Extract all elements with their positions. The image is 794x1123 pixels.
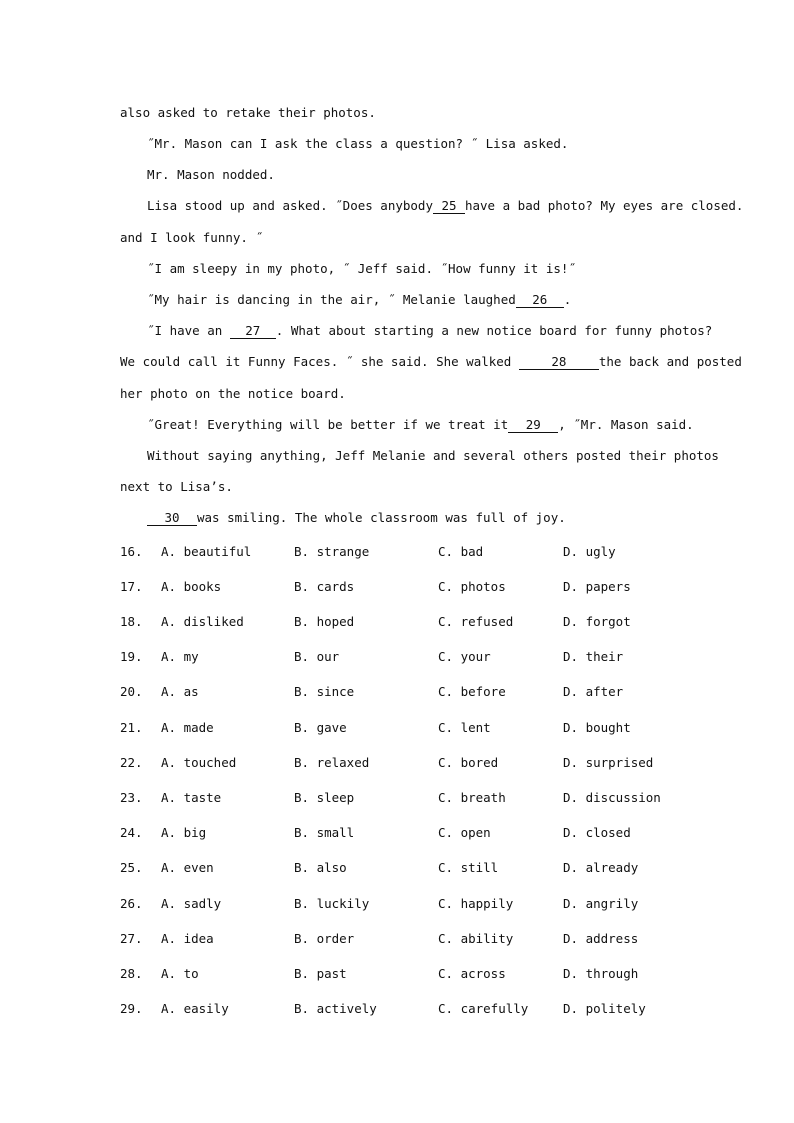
passage-line-1 [120,105,376,121]
passage-line-8 [147,323,712,339]
option-b: B. relaxed [294,755,370,770]
option-c: C. lent [438,720,491,735]
passage-text: her photo on the notice board. [120,386,346,401]
blank-25: 25 [433,199,465,214]
option-d: D. their [563,649,624,664]
option-a: A. big [161,825,207,840]
option-b: B. actively [294,1001,377,1016]
question-row [120,860,680,876]
passage-line-6 [147,261,576,277]
passage-text: ˝I am sleepy in my photo, ˝ Jeff said. ˝How funny it is!˝ [147,261,576,276]
option-d: D. ugly [563,544,616,559]
option-a: A. easily [161,1001,229,1016]
option-c: C. before [438,684,506,699]
option-b: B. cards [294,579,355,594]
question-row [120,896,680,912]
passage-line-12 [147,448,719,464]
option-a: A. made [161,720,214,735]
option-b: B. since [294,684,355,699]
option-c: C. your [438,649,491,664]
blank-29: 29 [508,418,558,433]
option-a: A. books [161,579,222,594]
question-row [120,544,680,560]
passage-text: and I look funny. ˝ [120,230,263,245]
question-row [120,614,680,630]
question-number: 24. [120,825,143,840]
passage-text: the back and posted [598,354,742,369]
option-d: D. after [563,684,624,699]
question-row [120,966,680,982]
question-number: 23. [120,790,143,805]
question-number: 25. [120,860,143,875]
question-number: 22. [120,755,143,770]
option-d: D. address [563,931,639,946]
option-d: D. papers [563,579,631,594]
passage-line-14 [147,510,566,526]
passage-text: also asked to retake their photos. [120,105,376,120]
option-a: A. as [161,684,199,699]
passage-line-5 [120,230,263,246]
option-b: B. gave [294,720,347,735]
option-a: A. disliked [161,614,244,629]
question-row [120,1001,680,1017]
question-row [120,720,680,736]
question-number: 20. [120,684,143,699]
blank-27: 27 [230,324,276,339]
option-b: B. luckily [294,896,370,911]
question-row [120,790,680,806]
blank-26: 26 [516,293,564,308]
passage-line-10 [120,386,346,402]
option-d: D. angrily [563,896,639,911]
passage-text: was smiling. The whole classroom was full of joy. [197,510,566,525]
option-c: C. across [438,966,506,981]
question-number: 19. [120,649,143,664]
passage-text: We could call it Funny Faces. ˝ she said. She walked [120,354,519,369]
question-row [120,684,680,700]
option-b: B. strange [294,544,370,559]
passage-line-3 [147,167,275,183]
option-c: C. carefully [438,1001,529,1016]
option-b: B. order [294,931,355,946]
option-a: A. taste [161,790,222,805]
option-c: C. bored [438,755,499,770]
option-b: B. also [294,860,347,875]
question-number: 21. [120,720,143,735]
passage-line-9 [120,354,742,370]
option-c: C. happily [438,896,514,911]
question-row [120,825,680,841]
option-a: A. idea [161,931,214,946]
option-c: C. open [438,825,491,840]
option-b: B. small [294,825,355,840]
blank-28: 28 [519,355,599,370]
passage-text: ˝Great! Everything will be better if we treat it [147,417,509,432]
question-row [120,579,680,595]
question-number: 27. [120,931,143,946]
passage-line-2 [147,136,568,152]
option-a: A. touched [161,755,237,770]
question-row [120,755,680,771]
question-row [120,649,680,665]
option-a: A. my [161,649,199,664]
option-d: D. bought [563,720,631,735]
option-a: A. to [161,966,199,981]
option-c: C. ability [438,931,514,946]
passage-line-11 [147,417,694,433]
blank-30: 30 [147,511,197,526]
question-number: 29. [120,1001,143,1016]
option-d: D. already [563,860,639,875]
passage-text: Mr. Mason nodded. [147,167,275,182]
passage-text: next to Lisa’s. [120,479,233,494]
passage-text: ˝My hair is dancing in the air, ˝ Melanie laughed [147,292,516,307]
passage-text: have a bad photo? My eyes are closed. [464,198,744,213]
option-b: B. past [294,966,347,981]
passage-text: ˝Mr. Mason can I ask the class a question? ˝ Lisa asked. [147,136,569,151]
option-d: D. discussion [563,790,661,805]
question-number: 18. [120,614,143,629]
option-d: D. politely [563,1001,646,1016]
option-b: B. sleep [294,790,355,805]
question-number: 16. [120,544,143,559]
option-d: D. surprised [563,755,654,770]
passage-text: ˝I have an [147,323,230,338]
passage-line-7 [147,292,571,308]
question-row [120,931,680,947]
passage-text: . What about starting a new notice board for funny photos? [275,323,713,338]
option-c: C. refused [438,614,514,629]
option-c: C. bad [438,544,484,559]
option-d: D. through [563,966,639,981]
passage-line-13 [120,479,233,495]
option-b: B. our [294,649,340,664]
question-number: 28. [120,966,143,981]
passage-text: , ˝Mr. Mason said. [558,417,694,432]
option-c: C. photos [438,579,506,594]
question-number: 17. [120,579,143,594]
option-d: D. forgot [563,614,631,629]
option-d: D. closed [563,825,631,840]
passage-text: Lisa stood up and asked. ˝Does anybody [147,198,433,213]
question-number: 26. [120,896,143,911]
passage-line-4 [147,198,743,214]
option-c: C. breath [438,790,506,805]
passage-text: Without saying anything, Jeff Melanie and several others posted their photos [147,448,719,463]
option-a: A. sadly [161,896,222,911]
option-c: C. still [438,860,499,875]
option-b: B. hoped [294,614,355,629]
option-a: A. even [161,860,214,875]
option-a: A. beautiful [161,544,252,559]
passage-text: . [563,292,572,307]
